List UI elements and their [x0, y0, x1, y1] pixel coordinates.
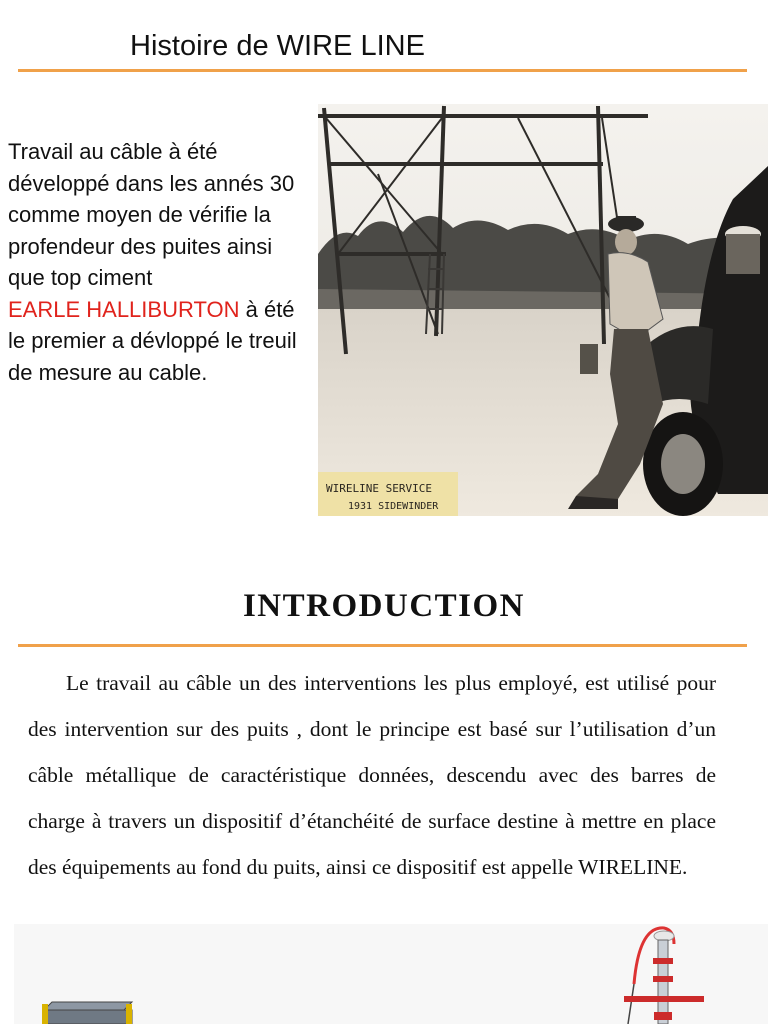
photo-caption-line2: 1931 SIDEWINDER: [348, 501, 439, 512]
section-divider: [18, 644, 747, 647]
bottom-illustrations: [14, 924, 768, 1024]
wireline-unit-illustration: [42, 1002, 132, 1024]
page-title: Histoire de WIRE LINE: [130, 30, 425, 62]
history-text-intro: Travail au câble à été développé dans les annés 30 comme moyen de vérifie la profendeur des puites ainsi que top ciment: [8, 139, 295, 290]
section-heading: INTRODUCTION: [242, 588, 526, 624]
history-text: [8, 136, 313, 388]
highlight-name: EARLE HALLIBURTON: [8, 296, 240, 322]
photo-caption-line1: WIRELINE SERVICE: [326, 482, 432, 495]
historic-wireline-photo: [318, 104, 768, 516]
title-divider: [18, 69, 747, 72]
intro-paragraph: Le travail au câble un des interventions les plus employé, est utilisé pour des intervention sur des puits , dont le principe est basé sur l’utilisation d’un câble métallique de caractéristique données, descendu avec des barres de charge à travers un dispositif d’étanchéité de surface destine à mettre en place des équipements au fond du puits, ainsi ce dispositif est appelle WIRELINE.: [28, 671, 716, 879]
history-text-rest: à été le premier a dévloppé le treuil de mesure au cable.: [8, 296, 297, 385]
